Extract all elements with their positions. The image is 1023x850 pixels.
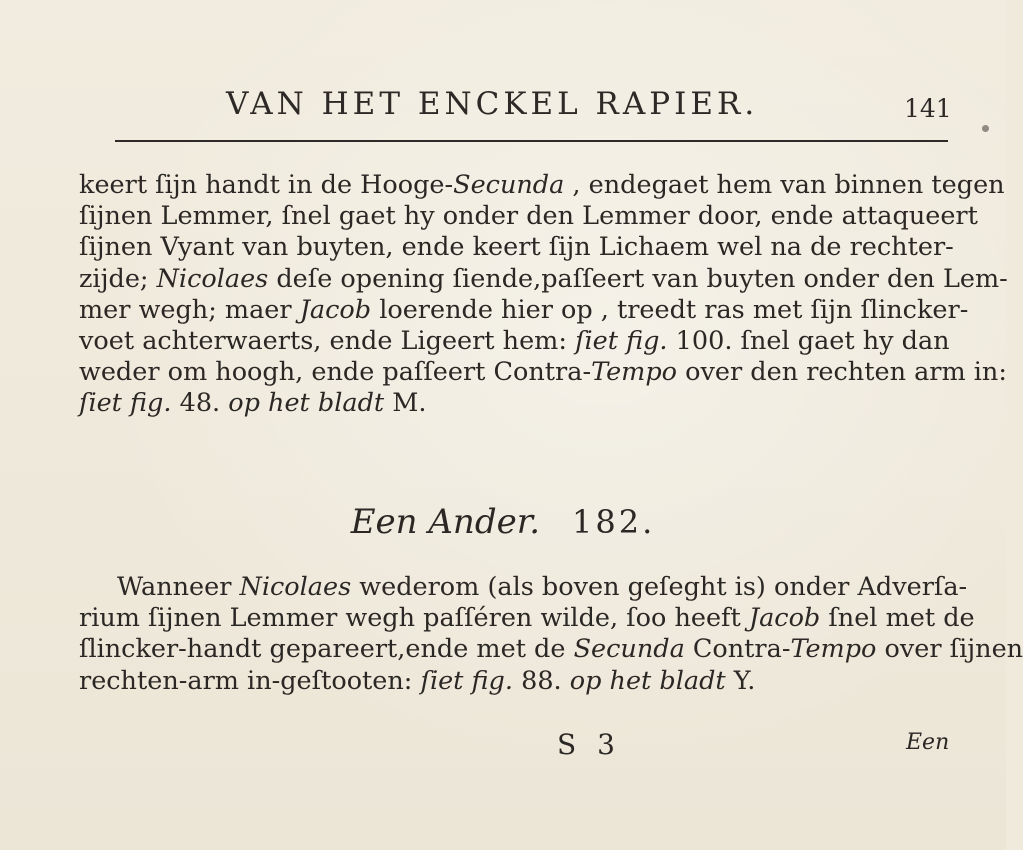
text-line: keert ſijn handt in de Hooge-Secunda , endegaet hem van binnen tegen (79, 170, 1005, 200)
section-heading (0, 502, 1006, 542)
text-line: Wanneer Nicolaes wederom (als boven geſeght is) onder Adverſa- (117, 572, 968, 602)
header-rule (115, 140, 948, 142)
section-number: 182. (572, 503, 656, 541)
ink-speck (982, 125, 989, 132)
text-line: ſijnen Vyant van buyten, ende keert ſijn Lichaem wel na de rechter- (79, 232, 954, 263)
paragraph-1 (79, 170, 1008, 420)
text-line: mer wegh; maer Jacob loerende hier op , treedt ras met ſijn ſlincker- (79, 294, 969, 325)
running-title: VAN HET ENCKEL RAPIER. (226, 86, 759, 122)
text-line: rechten-arm in-geſtooten: ſiet fig. 88. op het bladt Y. (79, 665, 756, 696)
text-line: ſlincker-handt gepareert,ende met de Secunda Contra-Tempo over ſijnen (79, 634, 1023, 665)
page-number: 141 (904, 94, 952, 123)
section-title: Een Ander. (350, 502, 541, 542)
text-line: ſijnen Lemmer, ſnel gaet hy onder den Lemmer door, ende attaqueert (79, 201, 978, 232)
text-line: zijde; Nicolaes deſe opening ſiende,paſſeert van buyten onder den Lem- (79, 263, 1008, 294)
text-line: rium ſijnen Lemmer wegh paſſéren wilde, ſoo heeft Jacob ſnel met de (79, 603, 975, 634)
catchword: Een (906, 730, 950, 755)
text-line: voet achterwaerts, ende Ligeert hem: ſiet fig. 100. ſnel gaet hy dan (79, 326, 950, 357)
paragraph-2 (79, 572, 1023, 697)
signature-mark: S 3 (557, 728, 621, 761)
text-line: ſiet fig. 48. op het bladt M. (79, 388, 427, 419)
text-line: weder om hoogh, ende paſſeert Contra-Tempo over den rechten arm in: (79, 357, 1007, 388)
